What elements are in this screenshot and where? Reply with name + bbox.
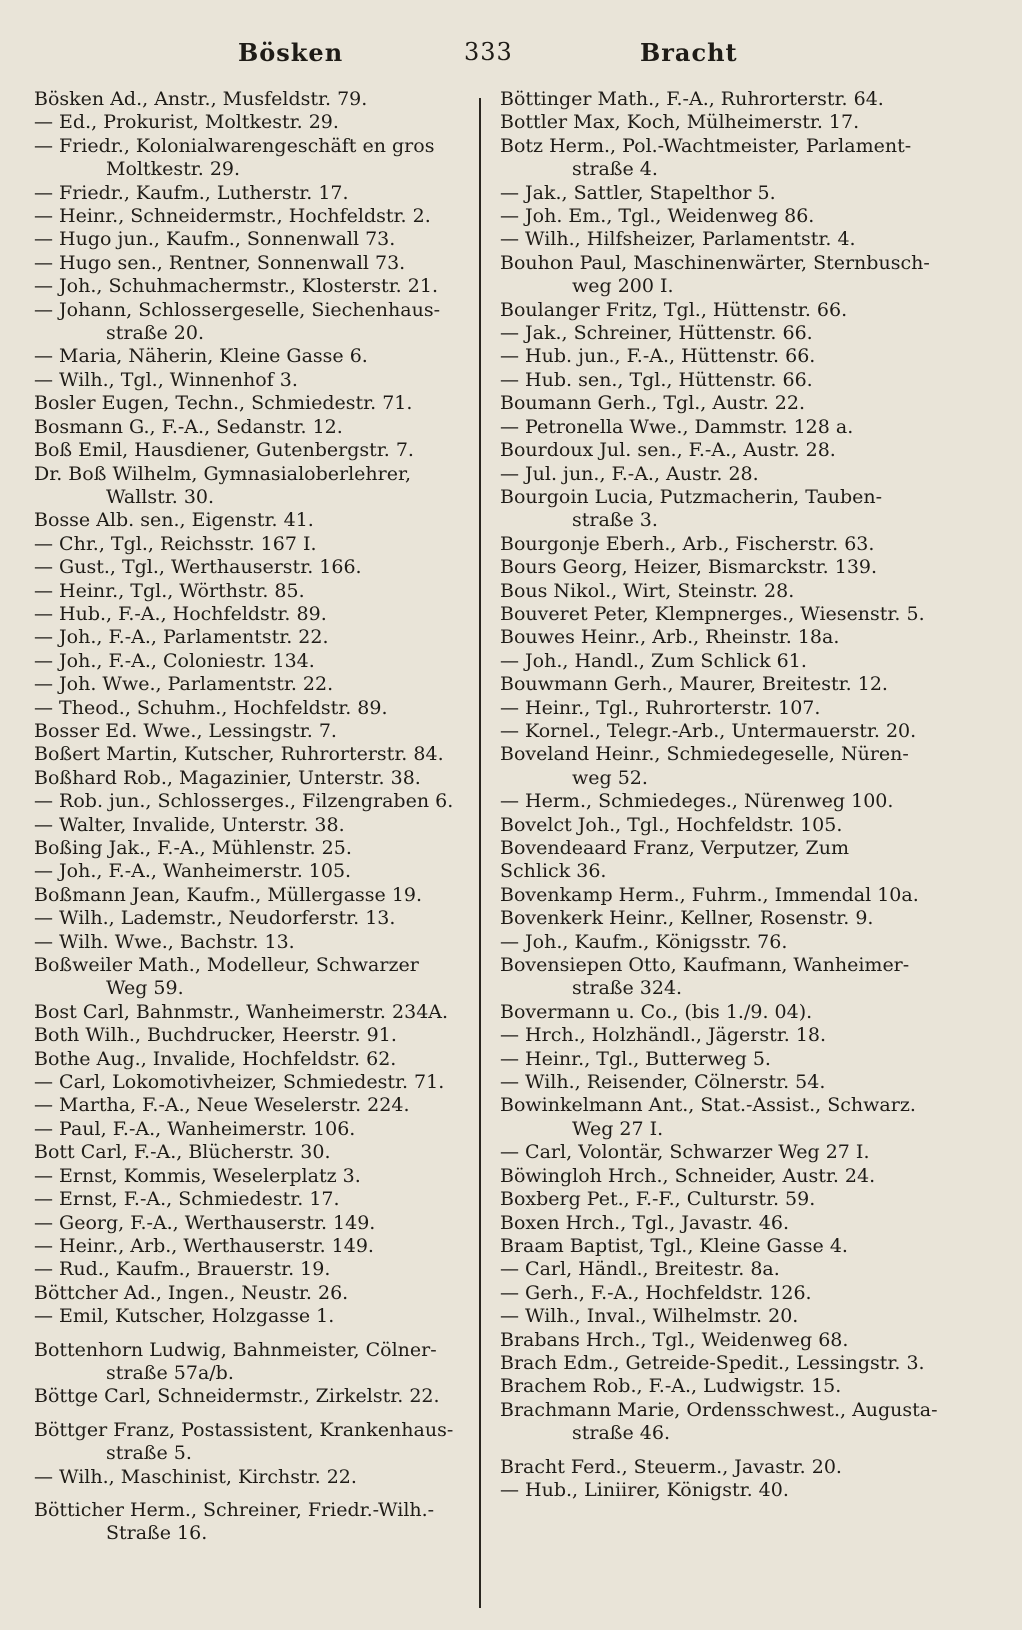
directory-entry-line: — Joh. Wwe., Parlamentstr. 22. — [34, 673, 334, 696]
directory-entry-line: Bösken Ad., Anstr., Musfeldstr. 79. — [34, 88, 368, 110]
directory-entry-line: straße 4. — [572, 158, 658, 181]
directory-entry-line: weg 52. — [572, 766, 648, 789]
left-column — [34, 88, 484, 1546]
directory-entry-line: Weg 59. — [106, 977, 184, 1000]
directory-entry-line: — Jak., Schreiner, Hüttenstr. 66. — [500, 322, 813, 345]
directory-entry-line: Bovelct Joh., Tgl., Hochfeldstr. 105. — [500, 813, 843, 836]
directory-entry-line: — Joh., Kaufm., Königsstr. 76. — [500, 930, 788, 953]
directory-entry-line: — Chr., Tgl., Reichsstr. 167 I. — [34, 532, 317, 555]
directory-entry-line: Bous Nikol., Wirt, Steinstr. 28. — [500, 579, 795, 602]
directory-entry-line: weg 200 I. — [572, 275, 674, 298]
directory-entry-line: — Wilh., Maschinist, Kirchstr. 22. — [34, 1465, 357, 1488]
directory-entry-line: Bosse Alb. sen., Eigenstr. 41. — [34, 509, 314, 532]
header-right-name: Bracht — [640, 38, 738, 67]
directory-entry-line: — Herm., Schmiedeges., Nürenweg 100. — [500, 790, 894, 813]
directory-entry-line: Bost Carl, Bahnmstr., Wanheimerstr. 234A. — [34, 1000, 449, 1023]
directory-entry-line: Bötticher Herm., Schreiner, Friedr.-Wilh.- — [34, 1498, 435, 1521]
directory-entry-line: Boxen Hrch., Tgl., Javastr. 46. — [500, 1211, 789, 1234]
header-left-name: Bösken — [238, 38, 344, 67]
directory-entry-line: Boumann Gerh., Tgl., Austr. 22. — [500, 392, 806, 415]
directory-entry-line: Boßweiler Math., Modelleur, Schwarzer — [34, 954, 419, 977]
directory-entry-line: — Carl, Lokomotivheizer, Schmiedestr. 71. — [34, 1071, 445, 1094]
directory-entry-line: — Ed., Prokurist, Moltkestr. 29. — [34, 111, 339, 134]
directory-entry-line: — Gerh., F.-A., Hochfeldstr. 126. — [500, 1281, 812, 1304]
directory-entry-line: Weg 27 I. — [572, 1117, 664, 1140]
directory-entry-line: — Paul, F.-A., Wanheimerstr. 106. — [34, 1117, 356, 1140]
directory-entry-line: — Wilh. Wwe., Bachstr. 13. — [34, 930, 295, 953]
directory-entry-line: — Wilh., Hilfsheizer, Parlamentstr. 4. — [500, 228, 856, 251]
directory-entry-line: — Rob. jun., Schlosserges., Filzengraben 6. — [34, 790, 454, 813]
directory-entry-line: Boßing Jak., F.-A., Mühlenstr. 25. — [34, 837, 352, 859]
directory-entry-line: Bovendeaard Franz, Verputzer, Zum — [500, 837, 850, 859]
directory-entry-line: Bovenkerk Heinr., Kellner, Rosenstr. 9. — [500, 907, 874, 930]
directory-entry-line: — Kornel., Telegr.-Arb., Untermauerstr. 20. — [500, 719, 917, 742]
directory-entry-line: Botz Herm., Pol.-Wachtmeister, Parlament- — [500, 134, 912, 157]
directory-entry-line: — Joh., F.-A., Wanheimerstr. 105. — [34, 860, 352, 883]
directory-entry-line: Bottler Max, Koch, Mülheimerstr. 17. — [500, 111, 860, 134]
directory-entry-line: straße 5. — [106, 1442, 192, 1465]
directory-entry-line: Boßmann Jean, Kaufm., Müllergasse 19. — [34, 883, 423, 906]
directory-entry-line: Böttge Carl, Schneidermstr., Zirkelstr. 22. — [34, 1385, 440, 1408]
directory-entry-line: Bovenkamp Herm., Fuhrm., Immendal 10a. — [500, 883, 919, 906]
directory-entry-line: Brach Edm., Getreide-Spedit., Lessingstr. 3. — [500, 1351, 925, 1374]
directory-entry-line: — Hub. sen., Tgl., Hüttenstr. 66. — [500, 368, 813, 391]
directory-entry-line: — Jak., Sattler, Stapelthor 5. — [500, 181, 776, 204]
directory-entry-line: Böttger Franz, Postassistent, Krankenhaus- — [34, 1418, 454, 1441]
directory-entry-line: — Maria, Näherin, Kleine Gasse 6. — [34, 345, 368, 368]
directory-entry-line: Bottenhorn Ludwig, Bahnmeister, Cölner- — [34, 1338, 437, 1361]
directory-entry-line: — Friedr., Kolonialwarengeschäft en gros — [34, 134, 435, 157]
directory-entry-line: Boß Emil, Hausdiener, Gutenbergstr. 7. — [34, 439, 414, 462]
directory-entry-line: Bracht Ferd., Steuerm., Javastr. 20. — [500, 1455, 842, 1478]
directory-entry-line: Brachmann Marie, Ordensschwest., Augusta- — [500, 1398, 938, 1421]
directory-entry-line: Bourgoin Lucia, Putzmacherin, Tauben- — [500, 485, 883, 508]
directory-entry-line: Wallstr. 30. — [106, 485, 215, 508]
directory-entry-line: — Hugo sen., Rentner, Sonnenwall 73. — [34, 251, 406, 274]
directory-entry-line: Braam Baptist, Tgl., Kleine Gasse 4. — [500, 1234, 848, 1257]
directory-entry-line: — Joh., Schuhmachermstr., Klosterstr. 21. — [34, 275, 438, 298]
directory-entry-line: Both Wilh., Buchdrucker, Heerstr. 91. — [34, 1024, 397, 1047]
directory-entry-line: Bours Georg, Heizer, Bismarckstr. 139. — [500, 556, 878, 579]
directory-entry-line: Bouveret Peter, Klempnerges., Wiesenstr. 5. — [500, 602, 925, 625]
directory-entry-line: — Heinr., Tgl., Butterweg 5. — [500, 1047, 771, 1070]
directory-entry-line: — Carl, Volontär, Schwarzer Weg 27 I. — [500, 1141, 870, 1164]
directory-entry-line: Dr. Boß Wilhelm, Gymnasialoberlehrer, — [34, 462, 412, 485]
directory-entry-line: — Joh., Handl., Zum Schlick 61. — [500, 649, 807, 672]
directory-entry-line: — Heinr., Tgl., Ruhrorterstr. 107. — [500, 696, 821, 719]
directory-entry-line: — Johann, Schlossergeselle, Siechenhaus- — [34, 298, 440, 321]
directory-entry-line: Boulanger Fritz, Tgl., Hüttenstr. 66. — [500, 298, 848, 321]
directory-entry-line: — Hub. jun., F.-A., Hüttenstr. 66. — [500, 345, 816, 368]
directory-entry-line: Schlick 36. — [500, 860, 607, 883]
directory-entry-line: — Ernst, Kommis, Weselerplatz 3. — [34, 1164, 361, 1187]
directory-entry-line: Bourgonje Eberh., Arb., Fischerstr. 63. — [500, 532, 875, 555]
directory-entry-line: Brachem Rob., F.-A., Ludwigstr. 15. — [500, 1375, 842, 1398]
directory-entry-line: — Heinr., Arb., Werthauserstr. 149. — [34, 1234, 374, 1257]
directory-entry-line: Bosser Ed. Wwe., Lessingstr. 7. — [34, 719, 337, 742]
directory-entry-line: — Gust., Tgl., Werthauserstr. 166. — [34, 556, 362, 579]
directory-entry-line: — Rud., Kaufm., Brauerstr. 19. — [34, 1258, 331, 1281]
column-divider — [479, 98, 481, 1608]
directory-entry-line: Boßert Martin, Kutscher, Ruhrorterstr. 84. — [34, 743, 444, 766]
directory-entry-line: Bourdoux Jul. sen., F.-A., Austr. 28. — [500, 439, 836, 462]
directory-entry-line: Böttcher Ad., Ingen., Neustr. 26. — [34, 1281, 349, 1304]
directory-entry-line: Bouhon Paul, Maschinenwärter, Sternbusch- — [500, 251, 930, 274]
directory-entry-line: Bosmann G., F.-A., Sedanstr. 12. — [34, 415, 343, 438]
directory-entry-line: — Joh., F.-A., Coloniestr. 134. — [34, 649, 315, 672]
directory-entry-line: Bowinkelmann Ant., Stat.-Assist., Schwarz. — [500, 1094, 916, 1117]
directory-entry-line: — Theod., Schuhm., Hochfeldstr. 89. — [34, 696, 388, 719]
directory-entry-line: straße 3. — [572, 509, 658, 532]
directory-entry-line: straße 20. — [106, 322, 204, 345]
directory-entry-line: — Georg, F.-A., Werthauserstr. 149. — [34, 1211, 376, 1234]
directory-entry-line: Bott Carl, F.-A., Blücherstr. 30. — [34, 1141, 331, 1164]
directory-entry-line: — Wilh., Reisender, Cölnerstr. 54. — [500, 1071, 826, 1094]
directory-entry-line: Boxberg Pet., F.-F., Culturstr. 59. — [500, 1188, 816, 1211]
directory-entry-line: — Petronella Wwe., Dammstr. 128 a. — [500, 415, 854, 438]
directory-entry-line: Böttinger Math., F.-A., Ruhrorterstr. 64. — [500, 88, 884, 110]
directory-entry-line: — Hrch., Holzhändl., Jägerstr. 18. — [500, 1024, 827, 1047]
directory-entry-line: — Wilh., Tgl., Winnenhof 3. — [34, 368, 298, 391]
directory-entry-line: Bothe Aug., Invalide, Hochfeldstr. 62. — [34, 1047, 397, 1070]
page-number: 333 — [464, 38, 513, 66]
directory-entry-line: Bouwes Heinr., Arb., Rheinstr. 18a. — [500, 626, 840, 649]
directory-entry-line: Böwingloh Hrch., Schneider, Austr. 24. — [500, 1164, 876, 1187]
directory-entry-line: — Hub., Liniirer, Königstr. 40. — [500, 1478, 789, 1501]
directory-entry-line: Boßhard Rob., Magazinier, Unterstr. 38. — [34, 766, 421, 789]
directory-entry-line: — Wilh., Lademstr., Neudorferstr. 13. — [34, 907, 396, 930]
directory-entry-line: — Carl, Händl., Breitestr. 8a. — [500, 1258, 780, 1281]
directory-entry-line: Bouwmann Gerh., Maurer, Breitestr. 12. — [500, 673, 888, 696]
directory-entry-line: Bovensiepen Otto, Kaufmann, Wanheimer- — [500, 954, 910, 977]
directory-entry-line: Bovermann u. Co., (bis 1./9. 04). — [500, 1000, 813, 1023]
directory-entry-line: straße 46. — [572, 1422, 670, 1445]
directory-entry-line: — Emil, Kutscher, Holzgasse 1. — [34, 1305, 335, 1328]
directory-entry-line: — Jul. jun., F.-A., Austr. 28. — [500, 462, 759, 485]
directory-entry-line: — Joh. Em., Tgl., Weidenweg 86. — [500, 205, 815, 228]
directory-entry-line: — Hub., F.-A., Hochfeldstr. 89. — [34, 602, 327, 625]
directory-entry-line: — Wilh., Inval., Wilhelmstr. 20. — [500, 1305, 799, 1328]
directory-entry-line: straße 57a/b. — [106, 1361, 234, 1384]
directory-entry-line: straße 324. — [572, 977, 683, 1000]
directory-entry-line: Moltkestr. 29. — [106, 158, 241, 181]
directory-entry-line: — Ernst, F.-A., Schmiedestr. 17. — [34, 1188, 340, 1211]
directory-entry-line: Straße 16. — [106, 1522, 208, 1545]
directory-entry-line: — Walter, Invalide, Unterstr. 38. — [34, 813, 345, 836]
directory-entry-line: — Hugo jun., Kaufm., Sonnenwall 73. — [34, 228, 396, 251]
directory-entry-line: — Martha, F.-A., Neue Weselerstr. 224. — [34, 1094, 410, 1117]
directory-entry-line: Bosler Eugen, Techn., Schmiedestr. 71. — [34, 392, 413, 415]
directory-entry-line: — Joh., F.-A., Parlamentstr. 22. — [34, 626, 329, 649]
directory-entry-line: — Heinr., Schneidermstr., Hochfeldstr. 2. — [34, 205, 431, 228]
directory-entry-line: Brabans Hrch., Tgl., Weidenweg 68. — [500, 1328, 849, 1351]
directory-entry-line: — Friedr., Kaufm., Lutherstr. 17. — [34, 181, 349, 204]
right-column — [500, 88, 970, 1502]
directory-entry-line: Boveland Heinr., Schmiedegeselle, Nüren- — [500, 743, 909, 766]
directory-entry-line: — Heinr., Tgl., Wörthstr. 85. — [34, 579, 305, 602]
